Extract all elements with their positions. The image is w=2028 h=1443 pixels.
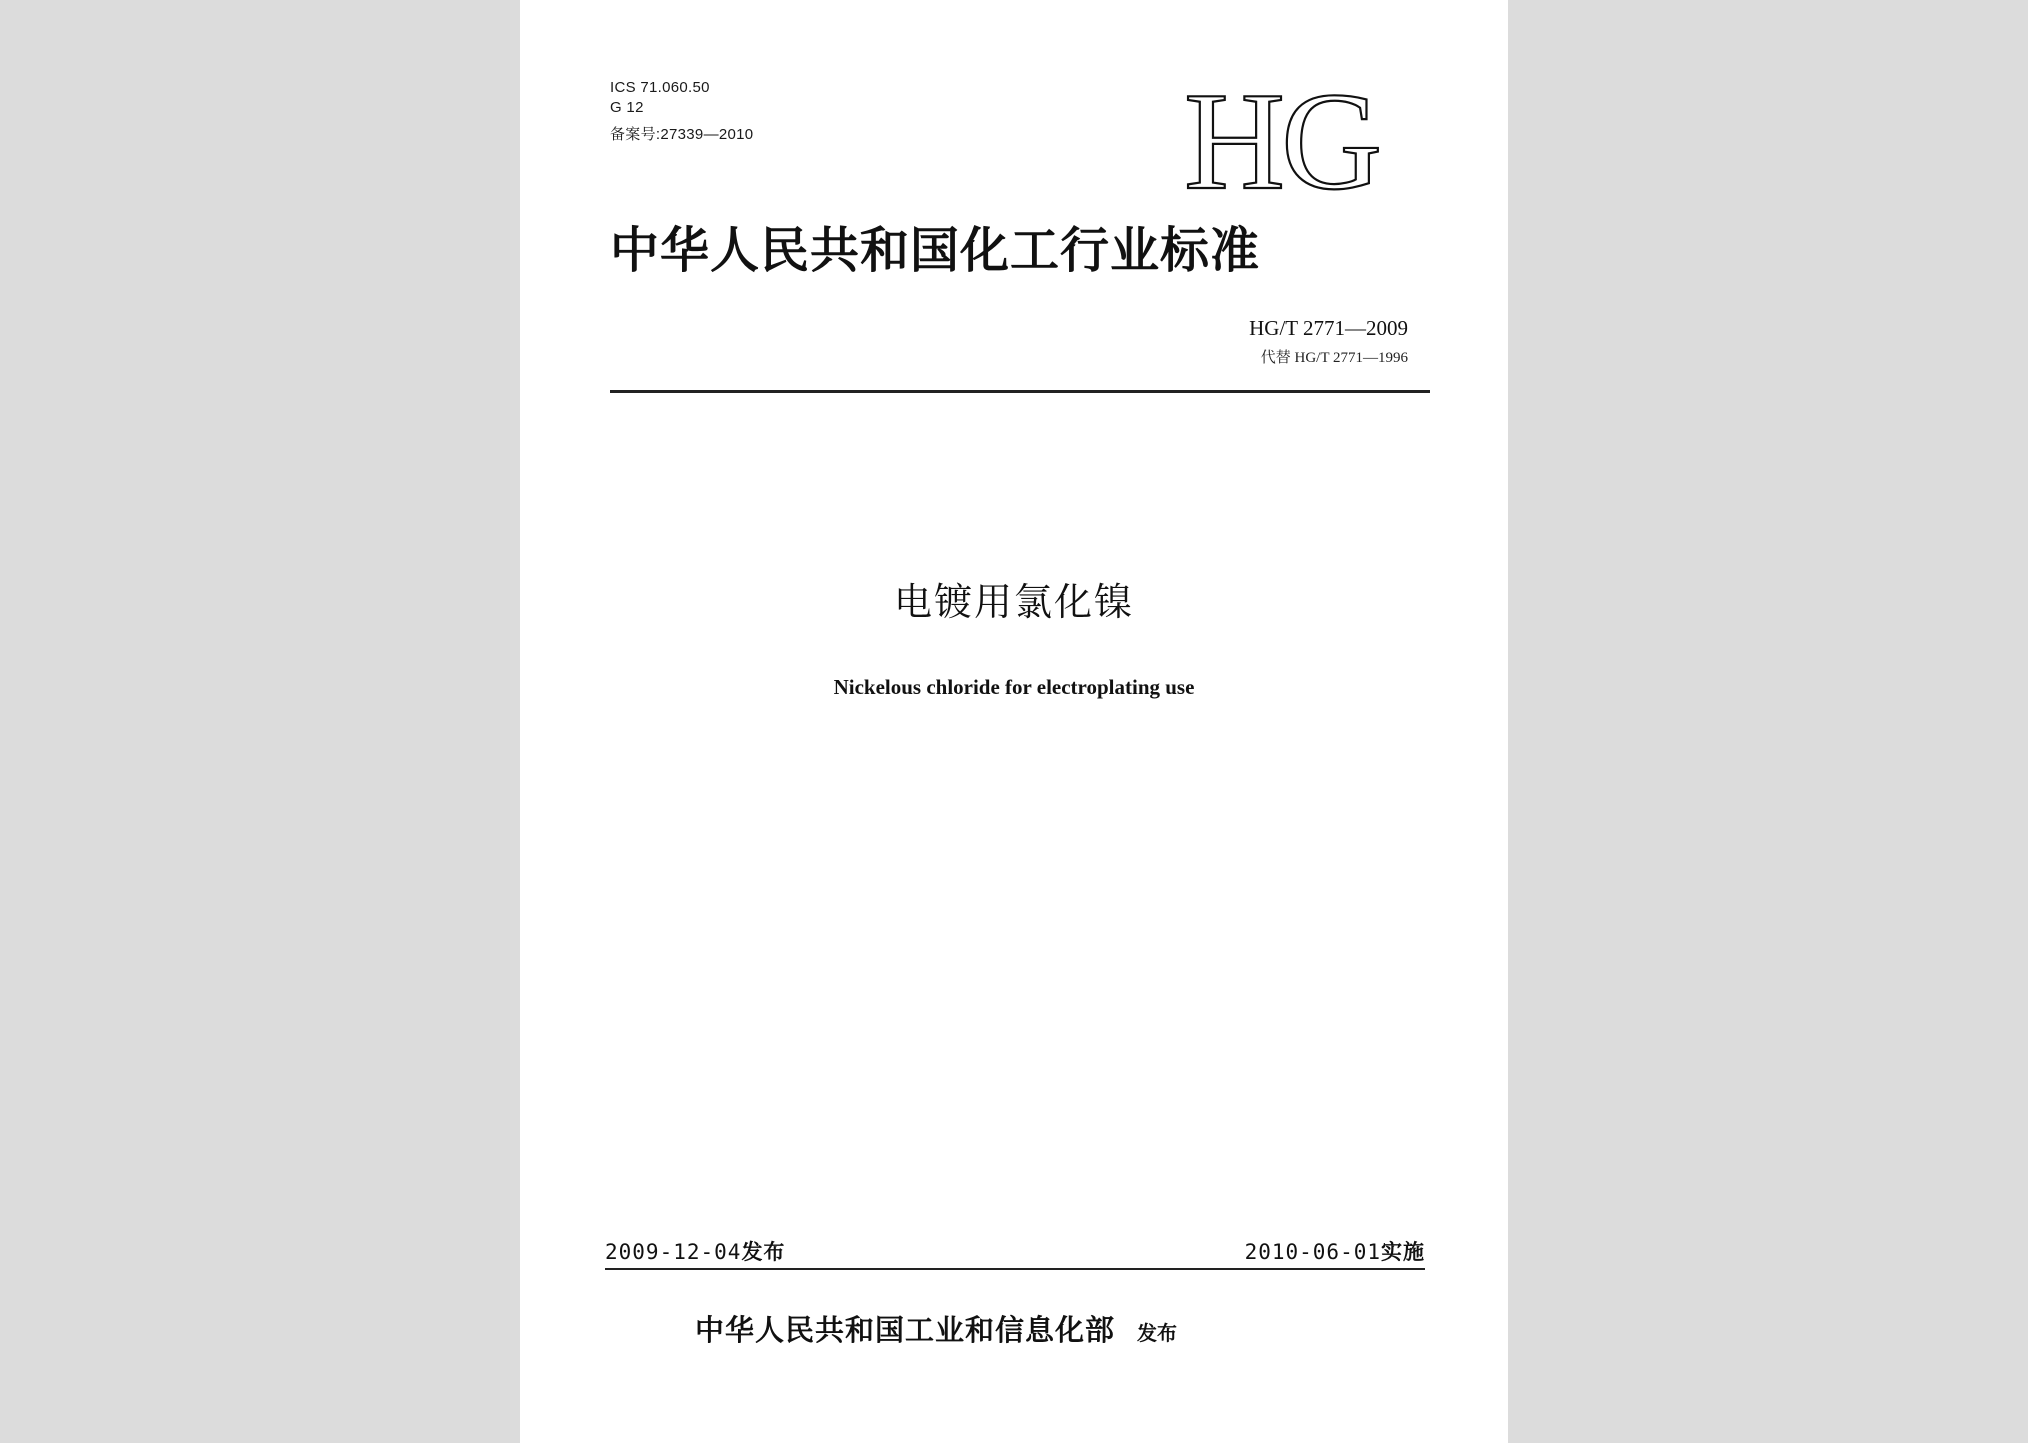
- issuer-label: 发布: [1137, 1321, 1178, 1345]
- issue-label: 发布: [741, 1240, 786, 1264]
- issuer-name: 中华人民共和国工业和信息化部: [695, 1313, 1116, 1347]
- implement-date-line: [1245, 1238, 1425, 1266]
- hg-logo: [1184, 70, 1414, 205]
- record-number: 备案号:27339—2010: [610, 126, 754, 143]
- document-page: [520, 0, 1508, 1443]
- ics-code: ICS 71.060.50: [610, 79, 710, 96]
- footer-divider: [605, 1268, 1425, 1270]
- issue-date: 2009-12-04: [605, 1240, 742, 1264]
- standard-number: HG/T 2771—2009: [1249, 316, 1408, 340]
- issue-date-line: [605, 1238, 785, 1266]
- document-title-en: Nickelous chloride for electroplating use: [833, 675, 1195, 699]
- document-title-cn: 电镀用氯化镍: [893, 580, 1134, 624]
- implement-date: 2010-06-01: [1244, 1240, 1381, 1264]
- standard-category-title: 中华人民共和国化工行业标准: [610, 221, 1261, 279]
- classification-code: G 12: [610, 99, 644, 116]
- implement-label: 实施: [1381, 1240, 1425, 1264]
- replaces-standard: 代替 HG/T 2771—1996: [1260, 350, 1408, 366]
- header-divider: [610, 390, 1430, 393]
- issuer-line: [695, 1310, 1177, 1350]
- hg-logo-text: HG: [1184, 70, 1379, 205]
